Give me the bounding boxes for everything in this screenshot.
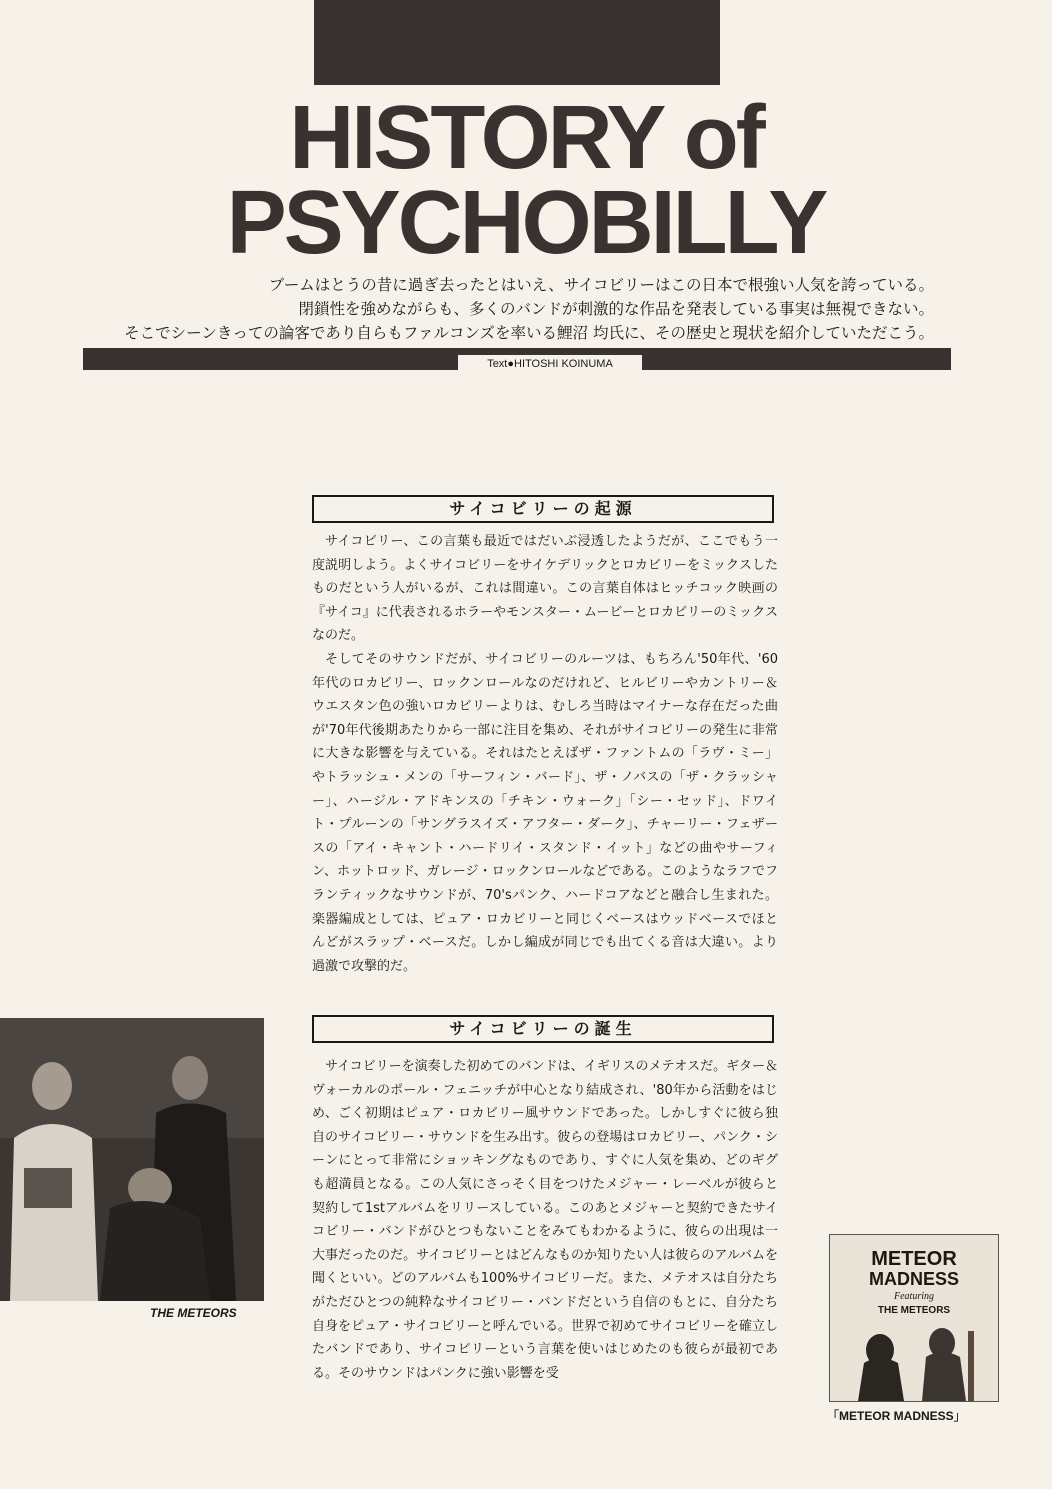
album-caption: 「METEOR MADNESS」: [827, 1409, 966, 1423]
album-cover-illustration: [830, 1235, 998, 1401]
band-photo: [0, 1018, 264, 1301]
section-body-origin: [312, 530, 778, 978]
lead-line-1: ブームはとうの昔に過ぎ去ったとはいえ、サイコビリーはこの日本で根強い人気を誇っている。: [268, 276, 934, 294]
lead-line-3: そこでシーンきっての論客であり自らもファルコンズを率いる鯉沼 均氏に、その歴史と現状を紹介していただこう。: [124, 324, 934, 342]
album-cover: [829, 1234, 999, 1402]
paragraph: サイコビリー、この言葉も最近ではだいぶ浸透したようだが、ここでもう一度説明しよう。よくサイコビリーをサイケデリックとロカビリーをミックスしたものだという人がいるが、これは間違い。この言葉自体はヒッチコック映画の『サイコ』に代表されるホラーやモンスター・ムービーとロカビリーのミックスなのだ。: [312, 534, 778, 644]
lead-text: [114, 273, 934, 345]
photo-caption: THE METEORS: [150, 1306, 237, 1320]
band-photo-illustration: [0, 1018, 264, 1301]
text-credit: Text●HITOSHI KOINUMA: [458, 355, 642, 373]
section-heading-birth: サイコビリーの誕生: [312, 1015, 774, 1043]
headline-line-2: PSYCHOBILLY: [226, 173, 826, 273]
paragraph: そしてそのサウンドだが、サイコビリーのルーツは、もちろん'50年代、'60年代のロカビリー、ロックンロールなのだけれど、ヒルビリーやカントリー＆ウエスタン色の強いロカビリーよりは、むしろ当時はマイナーな存在だった曲が'70年代後期あたりから一部に注目を集め、それがサイコビリーの発生に非常に大きな影響を与えている。それはたとえばザ・ファントムの「ラヴ・ミー」やトラッシュ・メンの「サーフィン・バード」、ザ・ノバスの「ザ・クラッシャー」、ハージル・アドキンスの「チキン・ウォーク」「シー・セッド」、ドワイト・プルーンの「サングラスイズ・アフター・ダーク」、チャーリー・フェザースの「アイ・キャント・ハードリイ・スタンド・イット」などの曲やサーフィン、ホットロッド、ガレージ・ロックンロールなどである。このようなラフでフランティックなサウンドが、70'sパンク、ハードコアなどと融合し生まれた。楽器編成としては、ピュア・ロカビリーと同じくベースはウッドベースでほとんどがスラップ・ベースだ。しかし編成が同じでも出てくる音は大違い。より過激で攻撃的だ。: [312, 651, 778, 974]
header-color-block: [314, 0, 720, 85]
lead-line-2: 閉鎖性を強めながらも、多くのバンドが刺激的な作品を発表している事実は無視できない。: [298, 300, 934, 318]
section-body-birth: [312, 1055, 778, 1385]
album-cover-line-1: METEOR: [871, 1248, 957, 1270]
album-cover-line-2: MADNESS: [868, 1269, 960, 1289]
headline-line-1: HISTORY of: [289, 88, 763, 188]
album-cover-line-3: Featuring: [894, 1291, 934, 1302]
album-cover-line-4: THE METEORS: [877, 1305, 951, 1316]
section-heading-origin: サイコビリーの起源: [312, 495, 774, 523]
paragraph: サイコビリーを演奏した初めてのバンドは、イギリスのメテオスだ。ギター＆ヴォーカルのポール・フェニッチが中心となり結成され、'80年から活動をはじめ、ごく初期はピュア・ロカビリー風サウンドであった。しかしすぐに彼ら独自のサイコビリー・サウンドを生み出す。彼らの登場はロカビリー、パンク・シーンにとって非常にショッキングなものであり、すぐに人気を集め、どのギグも超満員となる。この人気にさっそく目をつけたメジャー・レーベルが彼らと契約して1stアルバムをリリースしている。このあとメジャーと契約できたサイコビリー・バンドがひとつもないことをみてもわかるように、彼らの出現は一大事だったのだ。サイコビリーとはどんなものか知りたい人は彼らのアルバムを聞くといい。どのアルバムも100%サイコビリーだ。また、メテオスは自分たちがただひとつの純粋なサイコビリー・バンドだという自信のもとに、自分たち自身をピュア・サイコビリーと呼んでいる。世界で初めてサイコビリーを確立したバンドであり、サイコビリーという言葉を使いはじめたのも彼らが最初である。そのサウンドはパンクに強い影響を受: [312, 1059, 778, 1381]
